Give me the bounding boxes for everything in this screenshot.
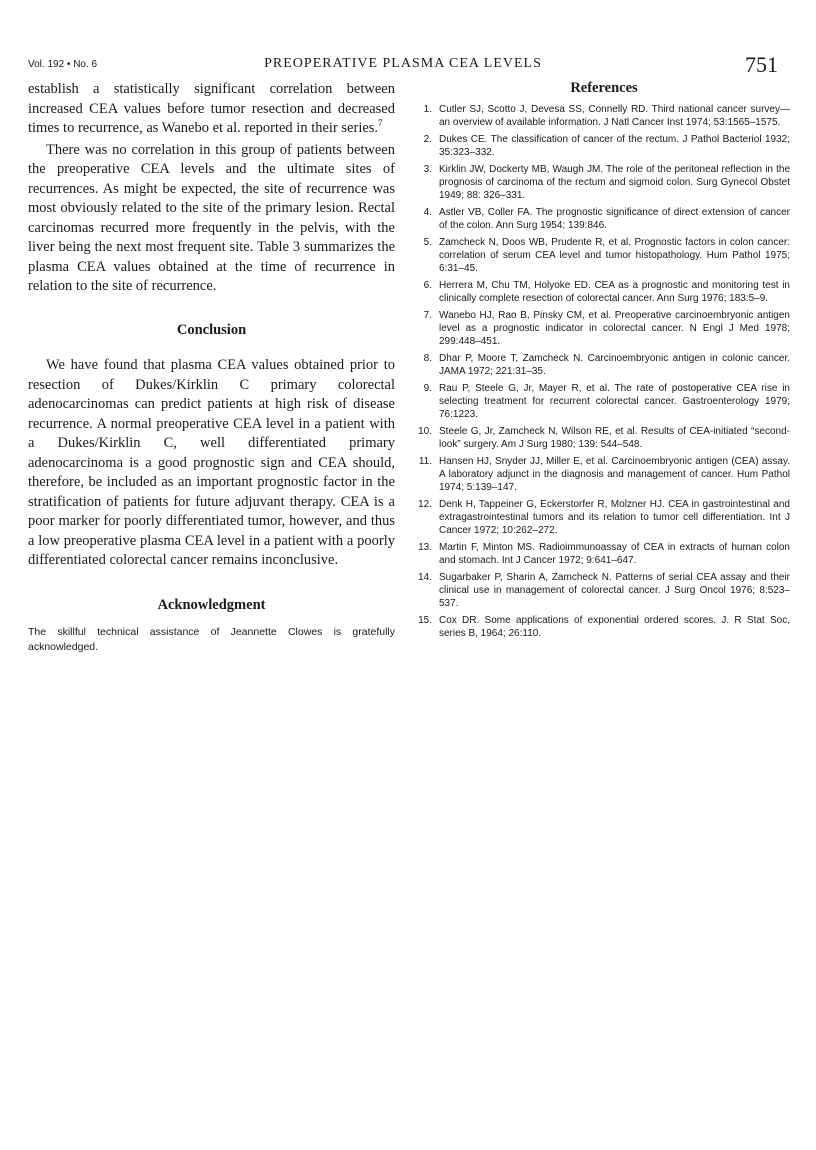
reference-number: 1. xyxy=(423,104,432,115)
reference-item xyxy=(418,614,790,640)
acknowledgment-heading: Acknowledgment xyxy=(157,596,266,613)
references-heading: References xyxy=(570,80,638,96)
reference-item xyxy=(418,425,790,451)
reference-item xyxy=(418,309,790,349)
reference-number: 4. xyxy=(423,206,432,218)
reference-text: Herrera M, Chu TM, Holyoke ED. CEA as a prognostic and monitoring test in clinically complete resection of colorectal cancer. Ann Surg 1976; 183:5–9. xyxy=(439,279,790,305)
reference-number: 3. xyxy=(423,163,432,175)
reference-number: 10. xyxy=(418,425,432,437)
conclusion-paragraph: We have found that plasma CEA values obtained prior to resection of Dukes/Kirklin C primary colorectal adenocarcinomas can predict patients at high risk of disease recurrence. A normal preoperative CEA level in a patient with a Dukes/Kirklin C, well differentiated primary adenocarcinoma is a good prognostic sign and CEA should, therefore, be included as an important prognostic factor in the stratification of patients for future adjuvant therapy. CEA is a poor marker for poorly differentiated tumor, however, and thus a low preoperative plasma CEA level in a patient with a poorly differentiated colorectal cancer remains inconclusive. xyxy=(28,357,395,568)
reference-text: Cox DR. Some applications of exponential ordered scores. J. R Stat Soc, series B, 1964; 26:110. xyxy=(439,615,790,640)
reference-text: Dhar P, Moore T, Zamcheck N. Carcinoembryonic antigen in colonic cancer. JAMA 1972; 221:31–35. xyxy=(439,352,790,378)
reference-item xyxy=(418,236,790,276)
reference-number: 5. xyxy=(423,236,432,248)
paragraph-text: establish a statistically significant correlation between increased CEA values before tumor resection and decreased times to recurrence, as Wanebo et al. reported in their series. xyxy=(28,81,395,136)
left-column xyxy=(28,80,395,655)
body-paragraph: There was no correlation in this group of patients between the preoperative CEA levels and the ultimate sites of recurrences. As might be expected, the site of recurrence was most obviously related to the site of the primary lesion. Rectal carcinomas recurred more frequently in the pelvis, with the liver being the next most frequent site. Table 3 summarizes the plasma CEA values obtained at the time of recurrence in relation to the site of recurrence. xyxy=(28,141,395,294)
reference-number: 9. xyxy=(423,382,432,394)
reference-item xyxy=(418,103,790,129)
running-header xyxy=(28,52,778,80)
reference-number: 13. xyxy=(418,542,432,554)
reference-text: Steele G, Jr, Zamcheck N, Wilson RE, et al. Results of CEA-initiated “second-look” surgery. Am J Surg 1980; 139: 544–548. xyxy=(439,425,790,451)
reference-text: Astler VB, Coller FA. The prognostic significance of direct extension of cancer of the colon. Ann Surg 1954; 139:846. xyxy=(439,206,790,232)
reference-text: Dukes CE. The classification of cancer of the rectum. J Pathol Bacteriol 1932; 35:323–332. xyxy=(439,133,790,159)
reference-text: Denk H, Tappeiner G, Eckerstorfer R, Molzner HJ. CEA in gastrointestinal and extragastrointestinal tumors and its relation to tumor cell differentiation. Int J Cancer 1972; 10:262–272. xyxy=(439,498,790,537)
references-section xyxy=(418,80,790,644)
running-title: PREOPERATIVE PLASMA CEA LEVELS xyxy=(264,56,542,71)
reference-item xyxy=(418,541,790,567)
reference-number: 7. xyxy=(423,309,432,321)
reference-number: 14. xyxy=(418,572,432,583)
reference-text: Wanebo HJ, Rao B, Pinsky CM, et al. Preoperative carcinoembryonic antigen level as a prognostic indicator in colorectal cancer. N Engl J Med 1978; 299:448–451. xyxy=(439,309,790,348)
acknowledgment-text: The skillful technical assistance of Jeannette Clowes is gratefully acknowledged. xyxy=(28,626,395,653)
volume-issue: Vol. 192 • No. 6 xyxy=(28,59,98,70)
reference-item xyxy=(418,498,790,538)
reference-text: Zamcheck N, Doos WB, Prudente R, et al. Prognostic factors in colon cancer: correlation of serum CEA level and tumor histopathology. Hum Pathol 1975; 6:31–45. xyxy=(439,236,790,275)
reference-item xyxy=(418,133,790,159)
citation-superscript: 7 xyxy=(378,118,383,129)
reference-item xyxy=(418,382,790,422)
reference-text: Cutler SJ, Scotto J, Devesa SS, Connelly RD. Third national cancer survey—an overview of available information. J Natl Cancer Inst 1974; 53:1565–1575. xyxy=(439,104,790,129)
reference-item xyxy=(418,352,790,378)
reference-item xyxy=(418,163,790,203)
reference-number: 12. xyxy=(418,498,432,510)
conclusion-heading: Conclusion xyxy=(176,321,247,338)
reference-item xyxy=(418,279,790,305)
reference-number: 6. xyxy=(423,279,432,291)
reference-number: 15. xyxy=(418,615,432,627)
body-paragraph xyxy=(28,80,395,139)
reference-text: Rau P, Steele G, Jr, Mayer R, et al. The rate of postoperative CEA rise in selecting treatment for recurrent colorectal cancer. Gastroenterology 1979; 76:1223. xyxy=(439,382,790,421)
reference-item xyxy=(418,206,790,232)
reference-number: 11. xyxy=(418,455,432,467)
reference-text: Kirklin JW, Dockerty MB, Waugh JM. The role of the peritoneal reflection in the prognosis of carcinoma of the rectum and sigmoid colon. Surg Gynecol Obstet 1949; 88: 326–331. xyxy=(439,163,790,202)
reference-text: Sugarbaker P, Sharin A, Zamcheck N. Patterns of serial CEA assay and their clinical use in management of colorectal cancer. J Surg Oncol 1976; 8:523–537. xyxy=(439,572,790,610)
reference-item xyxy=(418,455,790,495)
reference-item xyxy=(418,571,790,611)
reference-number: 8. xyxy=(423,352,432,364)
reference-text: Hansen HJ, Snyder JJ, Miller E, et al. Carcinoembryonic antigen (CEA) assay. A laboratory adjunct in the diagnosis and management of cancer. Hum Pathol 1974; 5:139–147. xyxy=(439,455,790,494)
reference-number: 2. xyxy=(423,133,432,145)
page-number: 751 xyxy=(745,52,778,77)
reference-text: Martin F, Minton MS. Radioimmunoassay of CEA in extracts of human colon and stomach. Int J Cancer 1972; 9:641–647. xyxy=(439,542,790,567)
reference-list xyxy=(418,103,790,641)
